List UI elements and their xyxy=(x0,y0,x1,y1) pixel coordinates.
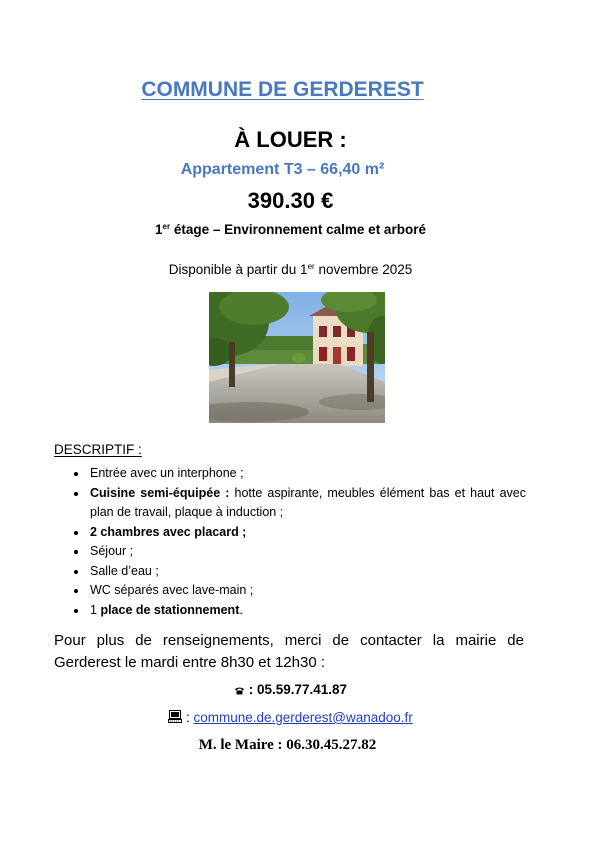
rent-price: 390.30 € xyxy=(247,188,334,213)
feature-text: WC séparés avec lave-main ; xyxy=(90,583,254,597)
phone-number[interactable]: : 05.59.77.41.87 xyxy=(248,682,348,697)
mayor-contact: M. le Maire : 06.30.45.27.82 xyxy=(198,737,377,753)
email-line xyxy=(0,710,588,726)
list-item xyxy=(72,601,526,621)
email-link[interactable]: commune.de.gerderest@wanadoo.fr xyxy=(193,710,413,725)
contact-line-1: Pour plus de renseignements, merci de contacter la mairie de xyxy=(54,632,524,649)
list-item xyxy=(72,542,526,562)
house-photo xyxy=(209,292,385,423)
feature-text: hotte aspirante, meubles élément bas et haut avec plan de travail, plaque à induction ; xyxy=(90,485,526,519)
contact-paragraph xyxy=(54,630,524,674)
floor-info xyxy=(0,222,588,237)
feature-bold: 2 chambres avec placard ; xyxy=(90,524,247,539)
list-item xyxy=(72,464,526,484)
feature-text: Entrée avec un interphone ; xyxy=(90,466,244,480)
list-item xyxy=(72,523,526,543)
floor-rest: étage – Environnement calme et arboré xyxy=(170,222,426,237)
email-prefix: : xyxy=(185,710,194,725)
feature-text: . xyxy=(239,602,243,617)
floor-sup: er xyxy=(162,222,171,231)
availability-sup: er xyxy=(307,262,315,271)
descriptif-heading: DESCRIPTIF : xyxy=(54,442,142,457)
telephone-icon xyxy=(234,683,245,698)
feature-text: Salle d’eau ; xyxy=(90,563,159,578)
feature-text: Séjour ; xyxy=(90,544,134,558)
availability-prefix: Disponible à partir du 1 xyxy=(168,262,308,277)
list-item xyxy=(72,484,526,523)
feature-list xyxy=(72,464,526,620)
headline: À LOUER : xyxy=(234,127,347,152)
list-item xyxy=(72,581,526,601)
availability-rest: novembre 2025 xyxy=(314,262,413,277)
page-title: COMMUNE DE GERDEREST xyxy=(141,78,424,101)
computer-icon xyxy=(168,710,182,726)
feature-lead: 1 xyxy=(90,602,101,617)
phone-line xyxy=(0,682,588,698)
apartment-type: Appartement T3 – 66,40 m² xyxy=(180,161,385,178)
availability xyxy=(0,262,588,277)
feature-bold: Cuisine semi-équipée : xyxy=(90,485,230,500)
floor-number: 1 xyxy=(155,222,163,237)
contact-line-2: Gerderest le mardi entre 8h30 et 12h30 : xyxy=(54,654,325,671)
feature-bold: place de stationnement xyxy=(100,602,240,617)
list-item xyxy=(72,562,526,582)
